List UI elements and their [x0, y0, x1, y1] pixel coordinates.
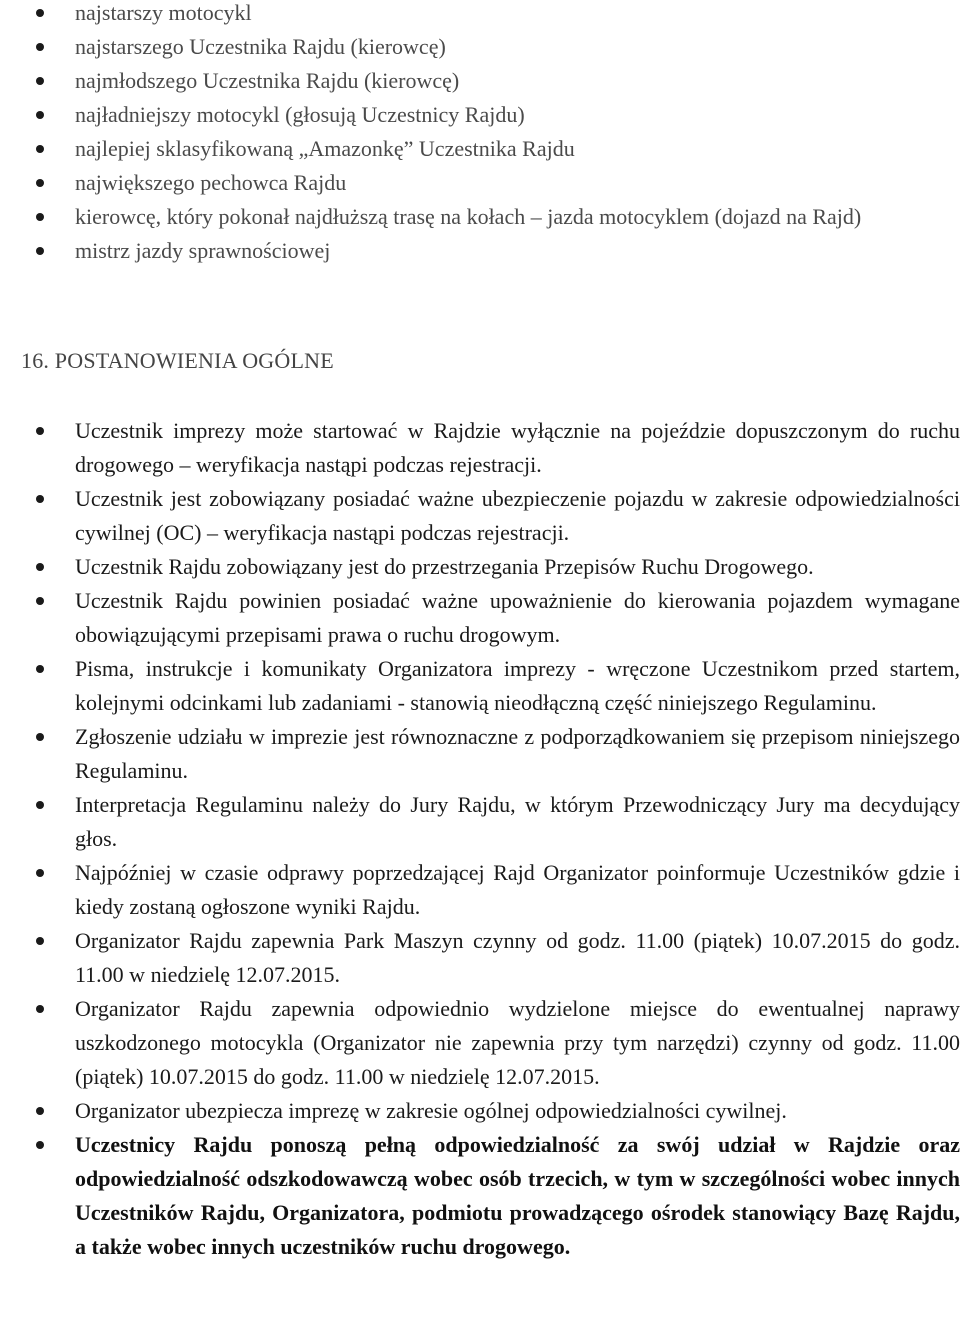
- list-item-text: Uczestnik Rajdu zobowiązany jest do przestrzegania Przepisów Ruchu Drogowego.: [75, 554, 814, 579]
- list-item: [0, 166, 960, 200]
- list-item-text: Uczestnik Rajdu powinien posiadać ważne upoważnienie do kierowania pojazdem wymagane obowiązującymi przepisami prawa o ruchu drogowym.: [75, 588, 960, 647]
- list-item-text: Organizator ubezpiecza imprezę w zakresie ogólnej odpowiedzialności cywilnej.: [75, 1098, 787, 1123]
- list-item-text: Uczestnik jest zobowiązany posiadać ważne ubezpieczenie pojazdu w zakresie odpowiedzialności cywilnej (OC) – weryfikacja nastąpi podczas rejestracji.: [75, 486, 960, 545]
- awards-list: [0, 0, 960, 268]
- list-item-text: kierowcę, który pokonał najdłuższą trasę na kołach – jazda motocyklem (dojazd na Rajd): [75, 204, 862, 229]
- bullet-icon: [36, 179, 44, 187]
- list-item: [0, 200, 960, 234]
- list-item-text: najstarszego Uczestnika Rajdu (kierowcę): [75, 34, 446, 59]
- list-item: [0, 1094, 960, 1128]
- bullet-icon: [36, 427, 44, 435]
- bullet-icon: [36, 665, 44, 673]
- list-item: [0, 0, 960, 30]
- list-item-text: mistrz jazdy sprawnościowej: [75, 238, 331, 263]
- list-item-text: Uczestnik imprezy może startować w Rajdzie wyłącznie na pojeździe dopuszczonym do ruchu drogowego – weryfikacja nastąpi podczas rejestracji.: [75, 418, 960, 477]
- list-item: [0, 30, 960, 64]
- bullet-icon: [36, 563, 44, 571]
- list-item-text: najładniejszy motocykl (głosują Uczestnicy Rajdu): [75, 102, 525, 127]
- bullet-icon: [36, 9, 44, 17]
- bullet-icon: [36, 869, 44, 877]
- bullet-icon: [36, 1107, 44, 1115]
- list-item-text: największego pechowca Rajdu: [75, 170, 347, 195]
- list-item: [0, 584, 960, 652]
- bullet-icon: [36, 145, 44, 153]
- bullet-icon: [36, 801, 44, 809]
- bullet-icon: [36, 1141, 44, 1149]
- list-item-text: najmłodszego Uczestnika Rajdu (kierowcę): [75, 68, 460, 93]
- list-item-text: Uczestnicy Rajdu ponoszą pełną odpowiedzialność za swój udział w Rajdzie oraz odpowiedzialność odszkodowawczą wobec osób trzecich, w tym w szczególności wobec innych Uczestników Rajdu, Organizatora, podmiotu prowadzącego ośrodek stanowiący Bazę Rajdu, a także wobec innych uczestników ruchu drogowego.: [75, 1132, 960, 1259]
- list-item: [0, 788, 960, 856]
- list-item-text: Najpóźniej w czasie odprawy poprzedzającej Rajd Organizator poinformuje Uczestników gdzie i kiedy zostaną ogłoszone wyniki Rajdu.: [75, 860, 960, 919]
- list-item-text: Zgłoszenie udziału w imprezie jest równoznaczne z podporządkowaniem się przepisom niniejszego Regulaminu.: [75, 724, 960, 783]
- list-item: [0, 234, 960, 268]
- rules-list: [0, 414, 960, 1264]
- list-item-text: najstarszy motocykl: [75, 0, 252, 25]
- bullet-icon: [36, 111, 44, 119]
- list-item: [0, 720, 960, 788]
- bullet-icon: [36, 43, 44, 51]
- list-item: [0, 1128, 960, 1264]
- list-item: [0, 924, 960, 992]
- list-item: [0, 482, 960, 550]
- list-item-text: Organizator Rajdu zapewnia Park Maszyn czynny od godz. 11.00 (piątek) 10.07.2015 do godz. 11.00 w niedzielę 12.07.2015.: [75, 928, 960, 987]
- list-item-text: Pisma, instrukcje i komunikaty Organizatora imprezy - wręczone Uczestnikom przed startem, kolejnymi odcinkami lub zadaniami - stanowią nieodłączną część niniejszego Regulaminu.: [75, 656, 960, 715]
- list-item: [0, 64, 960, 98]
- list-item: [0, 414, 960, 482]
- list-item: [0, 550, 960, 584]
- bullet-icon: [36, 77, 44, 85]
- bullet-icon: [36, 937, 44, 945]
- list-item: [0, 98, 960, 132]
- section-heading: 16. POSTANOWIENIA OGÓLNE: [21, 348, 334, 373]
- list-item-text: Interpretacja Regulaminu należy do Jury Rajdu, w którym Przewodniczący Jury ma decydujący głos.: [75, 792, 960, 851]
- list-item: [0, 856, 960, 924]
- bullet-icon: [36, 213, 44, 221]
- list-item: [0, 132, 960, 166]
- bullet-icon: [36, 495, 44, 503]
- bullet-icon: [36, 733, 44, 741]
- list-item-text: Organizator Rajdu zapewnia odpowiednio wydzielone miejsce do ewentualnej naprawy uszkodzonego motocykla (Organizator nie zapewnia przy tym narzędzi) czynny od godz. 11.00 (piątek) 10.07.2015 do godz. 11.00 w niedzielę 12.07.2015.: [75, 996, 960, 1089]
- list-item-text: najlepiej sklasyfikowaną „Amazonkę” Uczestnika Rajdu: [75, 136, 575, 161]
- bullet-icon: [36, 247, 44, 255]
- bullet-icon: [36, 597, 44, 605]
- list-item: [0, 992, 960, 1094]
- list-item: [0, 652, 960, 720]
- bullet-icon: [36, 1005, 44, 1013]
